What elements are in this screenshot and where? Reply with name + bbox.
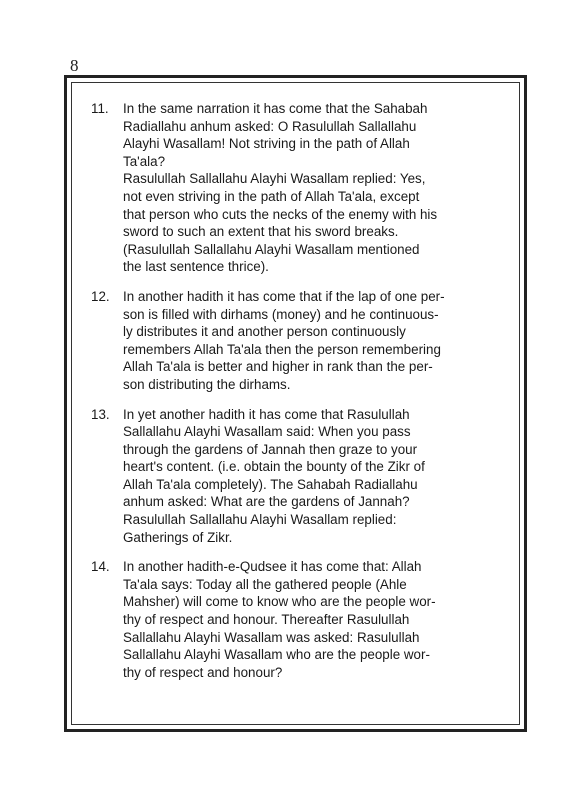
- hadith-item: [76, 558, 506, 681]
- text-line: thy of respect and honour?: [123, 664, 283, 680]
- hadith-item: [76, 288, 506, 394]
- text-line: In another hadith-e-Qudsee it has come that: Allah: [123, 559, 422, 575]
- text-line: Radiallahu anhum asked: O Rasulullah Sallallahu: [123, 118, 417, 134]
- text-line: Allah Ta'ala is better and higher in rank than the per-: [123, 359, 433, 375]
- hadith-item: [76, 406, 506, 547]
- text-line: through the gardens of Jannah then graze to your: [123, 441, 418, 457]
- hadith-text: [123, 558, 506, 681]
- hadith-number: 14.: [91, 559, 110, 575]
- text-line: son is filled with dirhams (money) and he continuous-: [123, 306, 439, 322]
- hadith-text: [123, 100, 506, 276]
- text-line: heart's content. (i.e. obtain the bounty of the Zikr of: [123, 459, 425, 475]
- hadith-item: [76, 100, 506, 276]
- text-line: the last sentence thrice).: [123, 259, 269, 275]
- text-line: Sallallahu Alayhi Wasallam who are the people wor-: [123, 647, 430, 663]
- hadith-text: [123, 406, 506, 547]
- text-line: Rasulullah Sallallahu Alayhi Wasallam replied: Yes,: [123, 171, 426, 187]
- text-line: not even striving in the path of Allah Ta'ala, except: [123, 188, 420, 204]
- text-line: Alayhi Wasallam! Not striving in the path of Allah: [123, 136, 410, 152]
- text-line: Allah Ta'ala completely). The Sahabah Radiallahu: [123, 476, 418, 492]
- page-number: 8: [70, 56, 79, 75]
- text-line: In yet another hadith it has come that Rasulullah: [123, 406, 410, 422]
- text-line: remembers Allah Ta'ala then the person remembering: [123, 341, 441, 357]
- hadith-list: [76, 100, 506, 681]
- text-line: Sallallahu Alayhi Wasallam was asked: Rasulullah: [123, 629, 420, 645]
- text-line: Rasulullah Sallallahu Alayhi Wasallam replied:: [123, 512, 397, 528]
- text-line: In the same narration it has come that the Sahabah: [123, 101, 428, 116]
- text-line: Mahsher) will come to know who are the people wor-: [123, 594, 436, 610]
- text-line: Ta'ala says: Today all the gathered people (Ahle: [123, 576, 407, 592]
- hadith-text: [123, 288, 506, 394]
- text-line: (Rasulullah Sallallahu Alayhi Wasallam mentioned: [123, 241, 420, 257]
- hadith-number: 12.: [91, 288, 110, 304]
- text-line: ly distributes it and another person continuously: [123, 324, 406, 340]
- hadith-number: 11.: [91, 101, 109, 116]
- text-line: son distributing the dirhams.: [123, 376, 291, 392]
- text-line: thy of respect and honour. Thereafter Rasulullah: [123, 612, 410, 628]
- text-line: In another hadith it has come that if the lap of one per-: [123, 288, 445, 304]
- text-line: Gatherings of Zikr.: [123, 529, 233, 545]
- text-line: Sallallahu Alayhi Wasallam said: When you pass: [123, 424, 411, 440]
- text-line: sword to such an extent that his sword breaks.: [123, 224, 399, 240]
- text-line: Ta'ala?: [123, 153, 166, 169]
- hadith-number: 13.: [91, 406, 110, 422]
- text-line: anhum asked: What are the gardens of Jannah?: [123, 494, 410, 510]
- text-line: that person who cuts the necks of the enemy with his: [123, 206, 438, 222]
